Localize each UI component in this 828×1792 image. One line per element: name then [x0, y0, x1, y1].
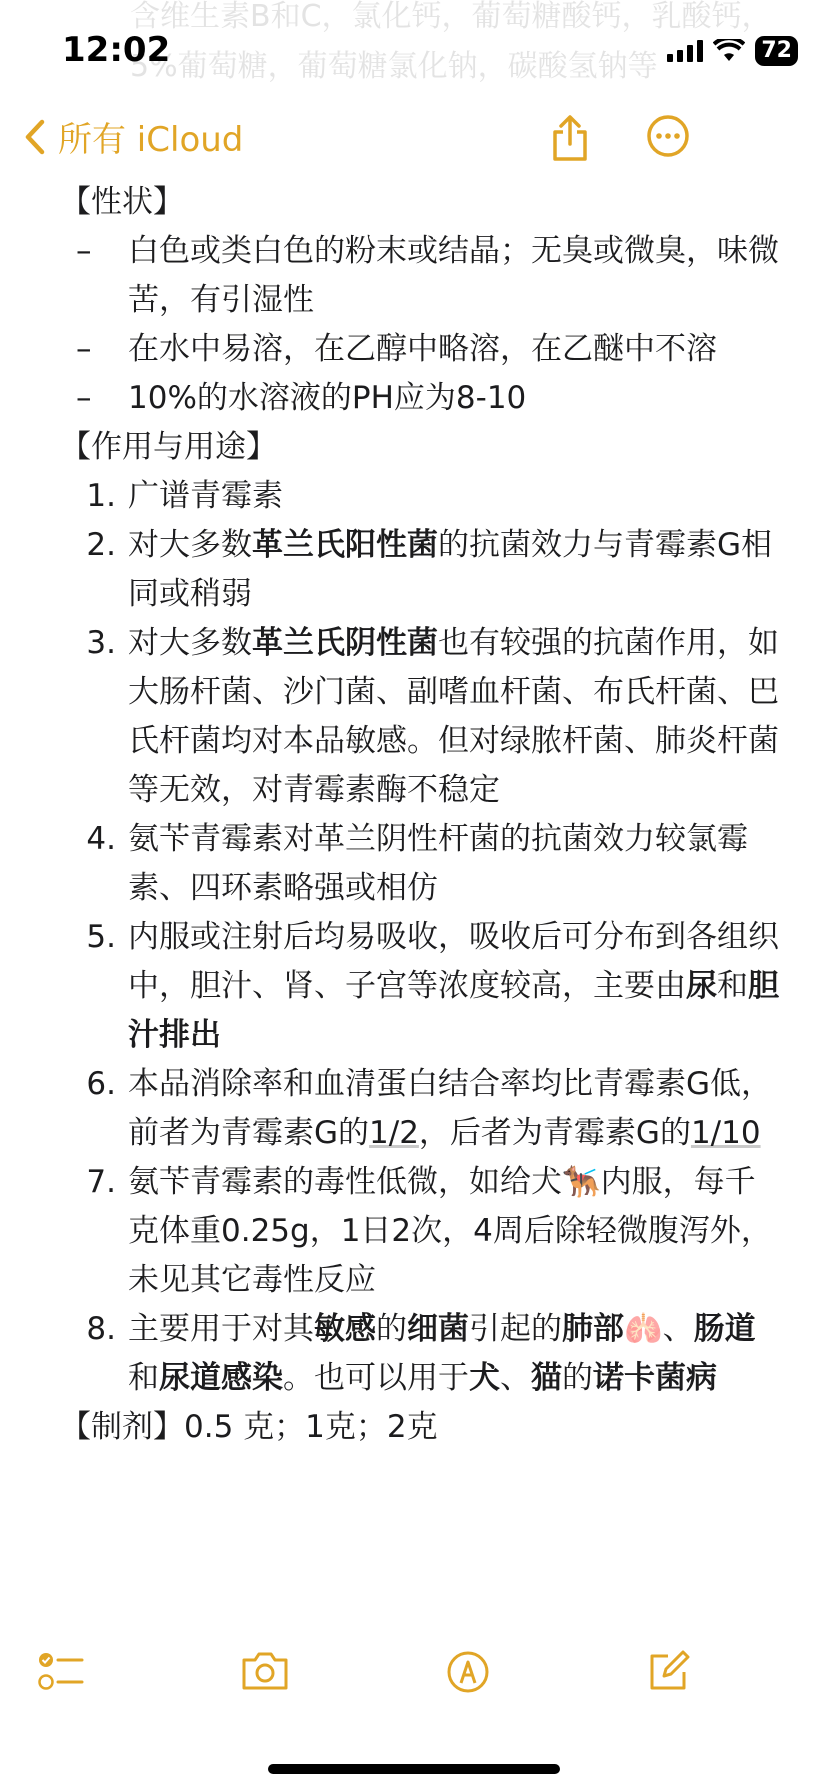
dash-bullet: – [76, 233, 92, 269]
uses-heading: 【作用与用途】 [60, 429, 277, 465]
list-item-text: 氨苄青霉素的毒性低微，如给犬🐕‍🦺内服，每千克体重0.25g，1日2次，4周后除轻微腹泻外，未见其它毒性反应 [128, 1164, 772, 1298]
list-number: 1. [86, 478, 116, 514]
list-item [60, 227, 780, 325]
list-item [60, 619, 780, 815]
camera-button[interactable] [240, 1650, 290, 1696]
prep-heading: 【制剂】 [60, 1409, 184, 1445]
list-number: 7. [86, 1164, 116, 1200]
list-item [60, 325, 780, 374]
list-item [60, 521, 780, 619]
list-number: 5. [86, 919, 116, 955]
markup-button[interactable] [446, 1650, 490, 1698]
properties-heading: 【性状】 [60, 184, 184, 220]
nav-bar [0, 104, 828, 180]
checklist-button[interactable] [38, 1650, 84, 1698]
list-item [60, 913, 780, 1060]
dog-emoji: 🐕‍🦺 [562, 1164, 601, 1200]
list-item [60, 1305, 780, 1403]
share-icon [550, 114, 590, 162]
status-bar [0, 0, 828, 100]
list-item [60, 472, 780, 521]
list-number: 8. [86, 1311, 116, 1347]
list-item [60, 815, 780, 913]
list-item [60, 1158, 780, 1305]
list-item-text: 对大多数革兰氏阴性菌也有较强的抗菌作用，如大肠杆菌、沙门菌、副嗜血杆菌、布氏杆菌、巴氏杆菌均对本品敏感。但对绿脓杆菌、肺炎杆菌等无效，对青霉素酶不稳定 [128, 625, 779, 808]
camera-icon [240, 1650, 290, 1692]
battery-icon: 72 [755, 36, 798, 66]
list-item-text: 主要用于对其敏感的细菌引起的肺部🫁、肠道和尿道感染。也可以用于犬、猫的诺卡菌病 [128, 1311, 756, 1396]
prep-line [60, 1403, 780, 1452]
wifi-icon [713, 39, 745, 63]
checklist-icon [38, 1650, 84, 1694]
list-number: 2. [86, 527, 116, 563]
scrolled-text: 含维生素B和C，氯化钙，葡萄糖酸钙，乳酸钙，5%葡萄糖，葡萄糖氯化钠，碳酸氢钠等 [130, 0, 772, 84]
back-button[interactable] [24, 112, 243, 161]
compose-icon [646, 1650, 690, 1694]
more-button[interactable] [646, 114, 690, 162]
status-time: 12:02 [62, 30, 171, 70]
status-icons [667, 36, 798, 66]
list-item-text: 对大多数革兰氏阳性菌的抗菌效力与青霉素G相同或稍弱 [128, 527, 773, 612]
bottom-toolbar [0, 1640, 828, 1720]
note-body[interactable] [60, 178, 780, 1452]
share-button[interactable] [550, 114, 590, 166]
list-item [60, 374, 780, 423]
list-item-text: 氨苄青霉素对革兰阴性杆菌的抗菌效力较氯霉素、四环素略强或相仿 [128, 821, 748, 906]
list-item-text: 白色或类白色的粉末或结晶；无臭或微臭，味微苦，有引湿性 [128, 233, 779, 318]
list-item-text: 内服或注射后均易吸收，吸收后可分布到各组织中，胆汁、肾、子宫等浓度较高，主要由尿和胆汁排出 [128, 919, 779, 1053]
prep-text: 0.5 克；1克；2克 [184, 1409, 438, 1445]
dash-bullet: – [76, 331, 92, 367]
compose-button[interactable] [646, 1650, 690, 1698]
list-number: 3. [86, 625, 116, 661]
list-item [60, 1060, 780, 1158]
lungs-emoji: 🫁 [624, 1311, 663, 1347]
list-number: 4. [86, 821, 116, 857]
list-item-text: 本品消除率和血清蛋白结合率均比青霉素G低，前者为青霉素G的1/2，后者为青霉素G的1/10 [128, 1066, 773, 1151]
back-label: 所有 iCloud [58, 120, 244, 160]
dash-bullet: – [76, 380, 92, 416]
markup-icon [446, 1650, 490, 1694]
list-item-text: 10%的水溶液的PH应为8-10 [128, 380, 527, 416]
list-number: 6. [86, 1066, 116, 1102]
list-item-text: 在水中易溶，在乙醇中略溶，在乙醚中不溶 [128, 331, 717, 367]
cellular-icon [667, 40, 703, 62]
more-icon [646, 114, 690, 158]
chevron-left-icon [24, 119, 46, 155]
home-indicator [268, 1764, 560, 1774]
list-item-text: 广谱青霉素 [128, 478, 283, 514]
